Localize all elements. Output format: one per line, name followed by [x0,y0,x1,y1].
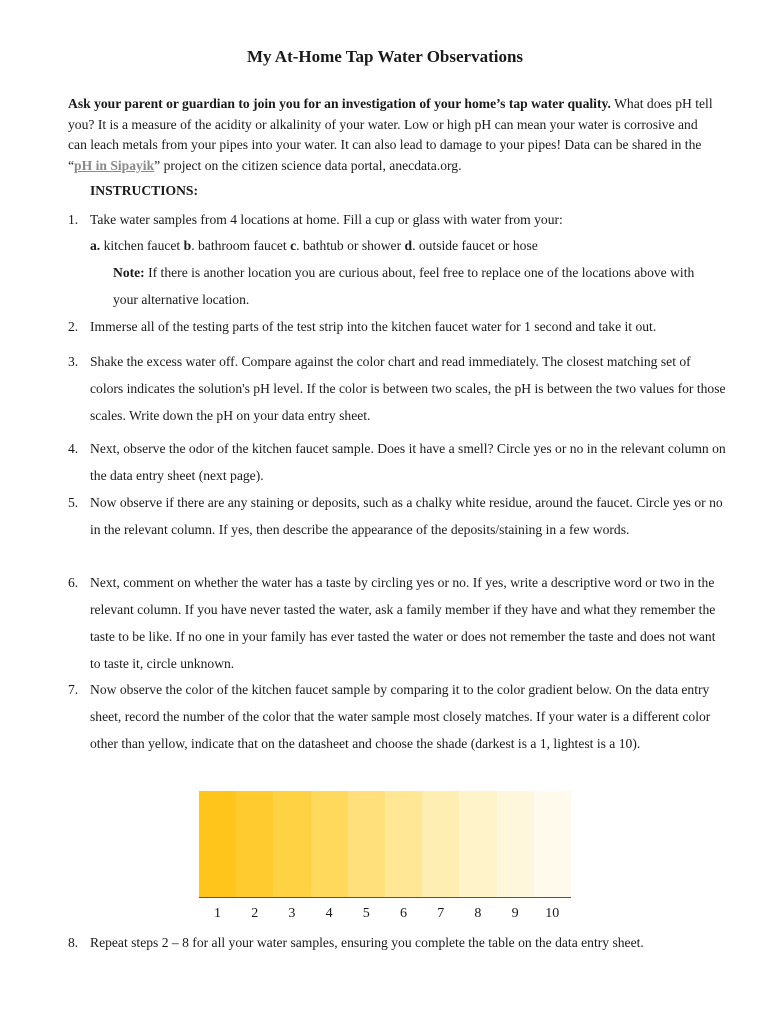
page-title: My At-Home Tap Water Observations [246,47,524,66]
ph-in-sipayik-link[interactable]: pH in Sipayik [74,157,155,173]
color-label-4: 4 [325,906,333,921]
location-b-label: b [183,238,192,253]
location-b-text: . bathroom faucet [191,238,291,253]
color-label-8: 8 [474,906,482,921]
color-swatch-9 [497,791,534,897]
note-text: If there is another location you are curious about, feel free to replace one of the locations above with your alternative location. [113,265,695,307]
color-swatch-5 [348,791,385,897]
step-number: 2. [68,319,79,334]
color-swatch-8 [459,791,496,897]
step-text: Shake the excess water off. Compare against the color chart and read immediately. The closest matching set of colors indicates the solution's pH level. If the color is between two scales, the pH is between the two values for those scales. Write down the pH on your data entry sheet. [90,354,726,423]
color-label-3: 3 [288,906,296,921]
color-label-2: 2 [251,906,259,921]
color-swatch-10 [534,791,571,897]
color-swatch-3 [273,791,310,897]
step-number: 4. [68,441,79,456]
color-swatch-1 [199,791,236,897]
color-label-5: 5 [362,906,370,921]
note-label: Note: [113,265,145,280]
color-label-9: 9 [511,906,519,921]
step-number: 1. [68,212,79,227]
location-d-text: . outside faucet or hose [412,238,538,253]
location-a-text: kitchen faucet [100,238,184,253]
intro-paragraph [68,94,718,176]
step-number: 7. [68,682,79,697]
color-gradient-labels [199,906,571,926]
location-d-label: d [404,238,413,253]
intro-text-1: What does pH tell you? It is a measure of the acidity or alkalinity of your water. Low or high pH can mean your water is corrosive and can leach metals from your pipes into your water. It can also lead to damage to your pipes! Data can be shared in the “ [68,96,713,173]
step-number: 3. [68,354,79,369]
location-c-text: . bathtub or shower [296,238,405,253]
step-text: Now observe if there are any staining or deposits, such as a chalky white residue, around the faucet. Circle yes or no in the relevant column. If yes, then describe the appearance of the deposits/staining in a few words. [90,495,723,537]
step-text: Next, comment on whether the water has a taste by circling yes or no. If yes, write a descriptive word or two in the relevant column. If you have never tasted the water, ask a family member if they have and what they remember the taste to be like. If no one in your family has ever tasted the water or does not remember the taste and does not want to taste it, circle unknown. [90,575,716,671]
step-text: Now observe the color of the kitchen faucet sample by comparing it to the color gradient below. On the data entry sheet, record the number of the color that the water sample most closely matches. If your water is a different color other than yellow, indicate that on the datasheet and choose the shade (darkest is a 1, lightest is a 10). [90,682,711,751]
color-swatch-2 [236,791,273,897]
intro-bold-lead: Ask your parent or guardian to join you for an investigation of your home’s tap water quality. [68,96,611,111]
step-text: Next, observe the odor of the kitchen faucet sample. Does it have a smell? Circle yes or no in the relevant column on the data entry sheet (next page). [90,441,726,483]
step-text: Take water samples from 4 locations at home. Fill a cup or glass with water from your: [90,212,563,227]
step-text: Repeat steps 2 – 8 for all your water samples, ensuring you complete the table on the data entry sheet. [90,935,644,950]
location-list [90,232,710,259]
color-label-6: 6 [400,906,407,921]
note [113,259,713,313]
color-label-1: 1 [214,906,221,921]
step-number: 5. [68,495,79,510]
intro-text-2: ” project on the citizen science data portal, anecdata.org. [154,157,462,173]
color-label-7: 7 [437,906,445,921]
color-swatch-4 [311,791,348,897]
location-c-label: c [290,238,297,253]
step-number: 6. [68,575,79,590]
color-label-10: 10 [545,906,560,921]
step-number: 8. [68,935,79,950]
color-swatch-6 [385,791,422,897]
instructions-heading: INSTRUCTIONS: [90,183,199,198]
color-swatch-7 [422,791,459,897]
location-a-label: a. [90,238,101,253]
color-gradient [199,791,571,898]
step-text: Immerse all of the testing parts of the test strip into the kitchen faucet water for 1 second and take it out. [90,319,657,334]
